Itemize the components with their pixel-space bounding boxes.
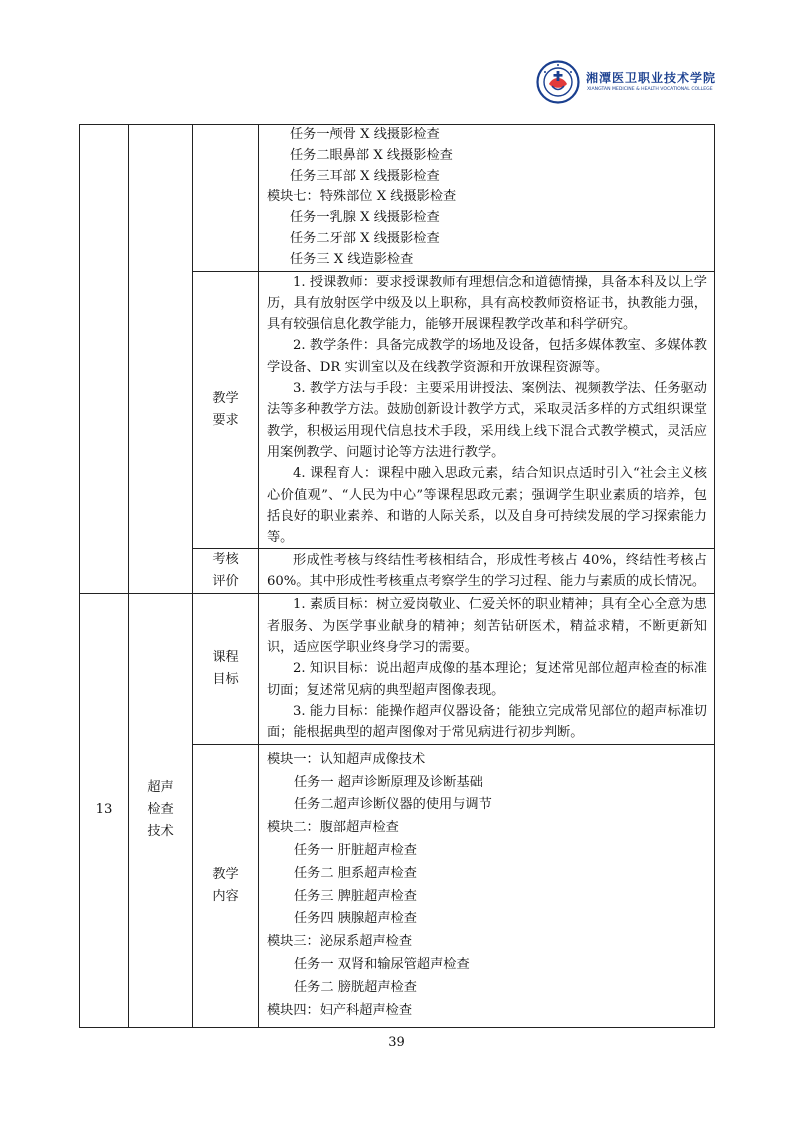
course-number: 13 <box>95 802 113 818</box>
assessment-label-text: 考核 评价 <box>212 552 239 590</box>
table-row <box>80 594 715 744</box>
goal-paragraph: 1. 素质目标：树立爱岗敬业、仁爱关怀的职业精神；具有全心全意为患者服务、为医学事业献身的精神；刻苦钻研医术，精益求精，不断更新知识，适应医学职业终身学习的需要。 <box>267 597 707 656</box>
assessment-cell <box>259 549 715 594</box>
course-goals-cell <box>259 594 715 744</box>
teaching-requirements-label <box>193 271 259 549</box>
task-item: 任务二牙部 X 线摄影检查 <box>290 230 440 246</box>
task-item: 任务四 胰腺超声检查 <box>294 911 417 927</box>
course-name: 超声 检查 技术 <box>147 780 174 840</box>
task-item: 任务一乳腺 X 线摄影检查 <box>290 210 440 226</box>
course-number-cell <box>80 594 129 1027</box>
teaching-content-label-text: 教学 内容 <box>212 866 239 904</box>
teaching-content-label <box>193 744 259 1027</box>
college-emblem-icon <box>536 60 580 104</box>
task-item: 任务二 膀胱超声检查 <box>294 979 417 995</box>
page-number: 39 <box>388 1035 405 1050</box>
task-item: 任务一颅骨 X 线摄影检查 <box>290 127 440 142</box>
college-logo <box>536 60 736 112</box>
goal-paragraph: 3. 能力目标：能操作超声仪器设备；能独立完成常见部位的超声标准切面；能根据典型的超声图像对于常见病进行初步判断。 <box>267 703 707 741</box>
module-heading: 模块四：妇产科超声检查 <box>267 1002 413 1018</box>
task-item: 任务二超声诊断仪器的使用与调节 <box>294 797 492 813</box>
task-item: 任务一 肝脏超声检查 <box>294 842 417 858</box>
college-name-cn: 湘潭医卫职业技术学院 <box>586 71 717 85</box>
course-goals-label-text: 课程 目标 <box>212 649 239 687</box>
task-item: 任务三 脾脏超声检查 <box>294 888 417 904</box>
requirement-paragraph: 2. 教学条件：具备完成教学的场地及设备，包括多媒体教室、多媒体教学设备、DR 实训室以及在线教学资源和开放课程资源等。 <box>267 338 707 375</box>
task-item: 任务一 超声诊断原理及诊断基础 <box>294 774 483 790</box>
requirement-paragraph: 3. 教学方法与手段：主要采用讲授法、案例法、视频教学法、任务驱动法等多种教学方法。鼓励创新设计教学方式，采取灵活多样的方式组织课堂教学，积极运用现代信息技术手段，采用线上线下混合式教学模式，灵活应用案例教学、问题讨论等方法进行教学。 <box>267 381 707 460</box>
task-item: 任务三耳部 X 线摄影检查 <box>290 168 440 184</box>
course-goals-label <box>193 594 259 744</box>
teaching-requirements-label-text: 教学 要求 <box>212 391 239 428</box>
college-name-en: XIANGTAN MEDICINE & HEALTH VOCATIONAL COLLEGE <box>587 87 713 92</box>
course-number-cell <box>80 125 129 594</box>
course-name-cell <box>129 125 193 594</box>
task-item: 任务一 双肾和输尿管超声检查 <box>294 956 470 972</box>
module-heading: 模块三：泌尿系超声检查 <box>267 934 413 950</box>
content-label-cell <box>193 125 259 272</box>
teaching-content-cell <box>259 744 715 1027</box>
module-heading: 模块二：腹部超声检查 <box>267 820 399 836</box>
course-table <box>79 124 715 1028</box>
assessment-text: 形成性考核与终结性考核相结合，形成性考核占 40%，终结性考核占 60%。其中形成性考核重点考察学生的学习过程、能力与素质的成长情况。 <box>267 553 707 590</box>
requirement-paragraph: 4. 课程育人：课程中融入思政元素，结合知识点适时引入“社会主义核心价值观”、“人民为中心”等课程思政元素；强调学生职业素质的培养，包括良好的职业素养、和谐的人际关系，以及自身可持续发展的学习探索能力等。 <box>267 466 707 546</box>
table-row <box>80 125 715 272</box>
goal-paragraph: 2. 知识目标：说出超声成像的基本理论；复述常见部位超声检查的标准切面；复述常见病的典型超声图像表现。 <box>267 661 707 698</box>
task-item: 任务三 X 线造影检查 <box>290 251 414 267</box>
row12-content-cell <box>259 125 715 272</box>
module-heading: 模块七：特殊部位 X 线摄影检查 <box>267 189 457 205</box>
task-item: 任务二 胆系超声检查 <box>294 865 417 881</box>
teaching-requirements-cell <box>259 271 715 549</box>
task-item: 任务二眼鼻部 X 线摄影检查 <box>290 147 453 163</box>
course-name-cell <box>129 594 193 1027</box>
assessment-label <box>193 549 259 594</box>
module-heading: 模块一：认知超声成像技术 <box>267 751 426 767</box>
requirement-paragraph: 1. 授课教师：要求授课教师有理想信念和道德情操，具备本科及以上学历，具有放射医学中级及以上职称，具有高校教师资格证书，执教能力强，具有较强信息化教学能力，能够开展课程教学改革和科学研究。 <box>267 274 707 333</box>
